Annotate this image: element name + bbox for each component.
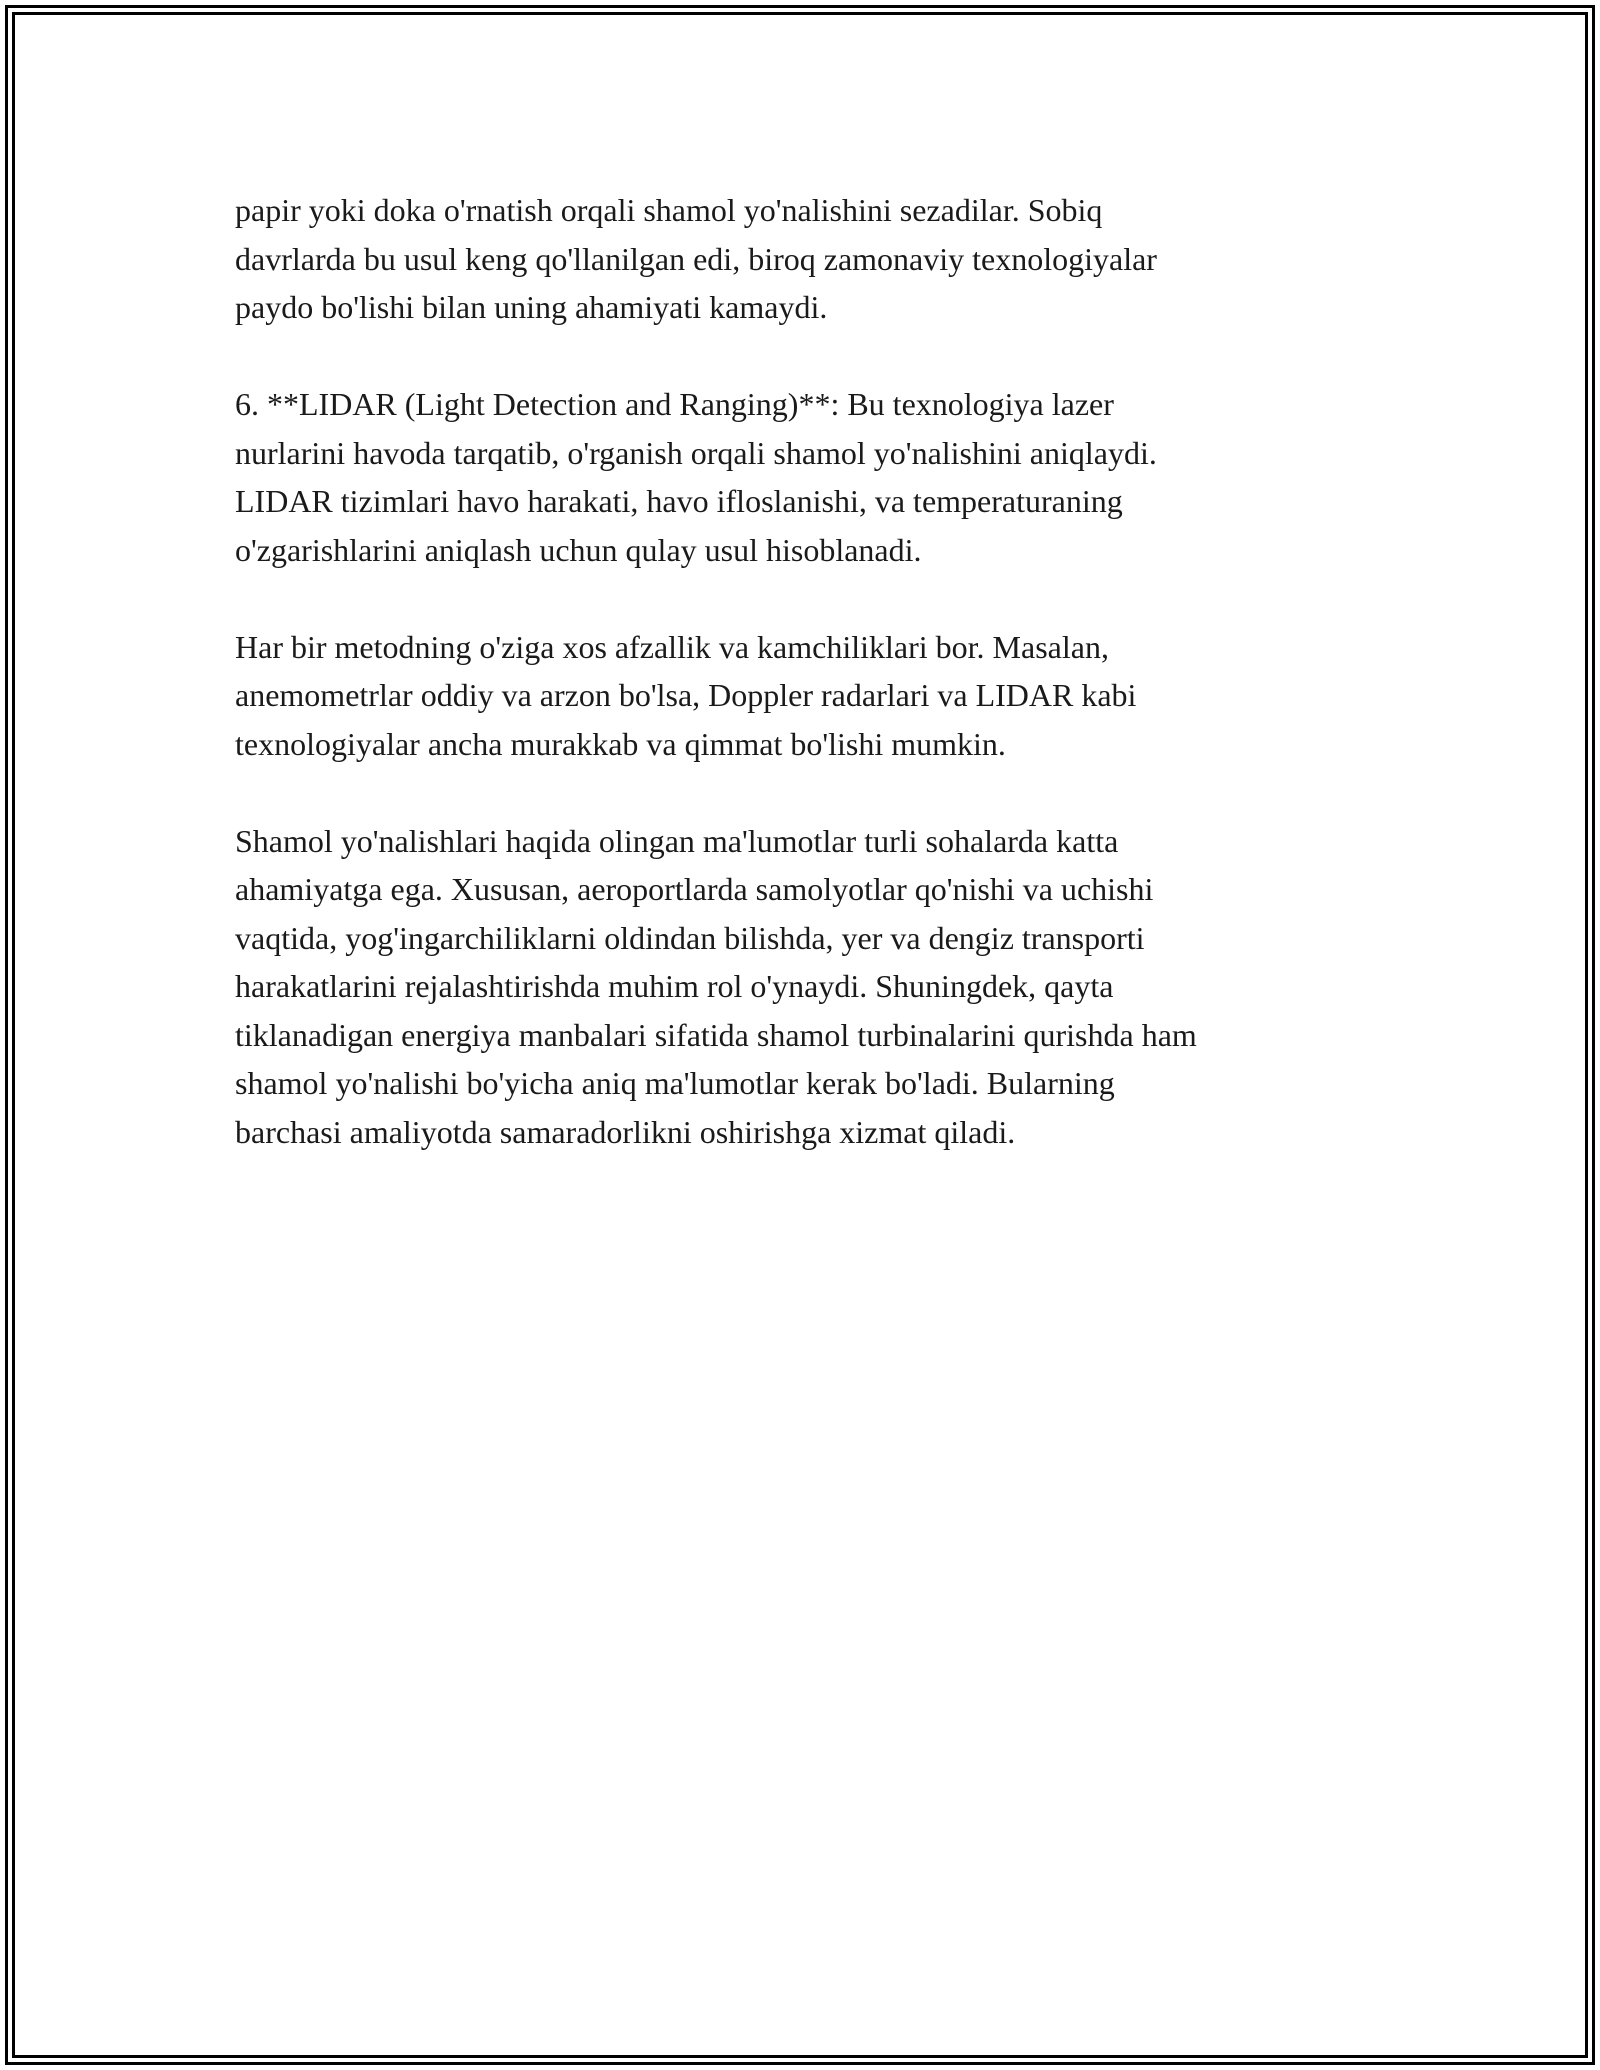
paragraph-applications: Shamol yo'nalishlari haqida olingan ma'lumotlar turli sohalarda katta ahamiyatga ega. Xususan, aeroportlarda samolyotlar qo'nishi va uchishi vaqtida, yog'ingarchiliklarni oldindan bilishda, yer va dengiz transporti harakatlarini rejalashtirishda muhim rol o'ynaydi. Shuningdek, qayta tiklanadigan energiya manbalari sifatida shamol turbinalarini qurishda ham shamol yo'nalishi bo'yicha aniq ma'lumotlar kerak bo'ladi. Bularning barchasi amaliyotda samaradorlikni oshirishga xizmat qiladi. <box>235 822 1197 1150</box>
paragraph-methods-comparison: Har bir metodning o'ziga xos afzallik va kamchiliklari bor. Masalan, anemometrlar oddiy va arzon bo'lsa, Doppler radarlari va LIDAR kabi texnologiyalar ancha murakkab va qimmat bo'lishi mumkin. <box>235 628 1137 762</box>
document-body <box>235 186 1365 1205</box>
paragraph-lidar: 6. **LIDAR (Light Detection and Ranging)**: Bu texnologiya lazer nurlarini havoda tarqatib, o'rganish orqali shamol yo'nalishini aniqlaydi. LIDAR tizimlari havo harakati, havo ifloslanishi, va temperaturaning o'zgarishlarini aniqlash uchun qulay usul hisoblanadi. <box>235 386 1157 568</box>
paragraph-anemometer-continuation: papir yoki doka o'rnatish orqali shamol yo'nalishini sezadilar. Sobiq davrlarda bu usul keng qo'llanilgan edi, biroq zamonaviy texnologiyalar paydo bo'lishi bilan uning ahamiyati kamaydi. <box>235 192 1157 325</box>
